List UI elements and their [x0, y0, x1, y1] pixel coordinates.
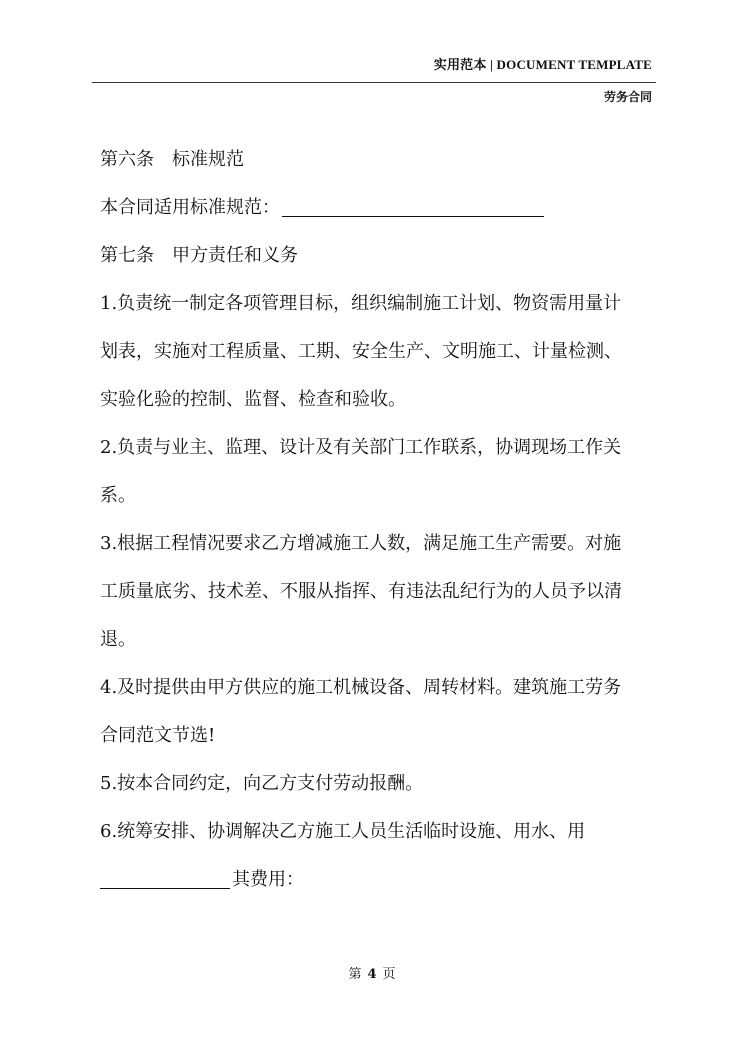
page-number-value: 4	[367, 967, 377, 982]
body-line: 3.根据工程情况要求乙方增减施工人数，满足施工生产需要。对施	[100, 533, 622, 554]
body-line: 1.负责统一制定各项管理目标，组织编制施工计划、物资需用量计	[100, 293, 622, 314]
article-heading: 第七条 甲方责任和义务	[100, 245, 298, 266]
body-line	[100, 856, 660, 904]
header-divider	[92, 82, 656, 83]
body-line-text: 本合同适用标准规范：	[100, 197, 280, 218]
fill-in-blank	[282, 215, 544, 217]
header-title: 实用范本 | DOCUMENT TEMPLATE	[433, 57, 652, 72]
header-subtitle: 劳务合同	[603, 90, 652, 104]
body-line	[100, 184, 660, 232]
body-line: 5.按本合同约定，向乙方支付劳动报酬。	[100, 773, 424, 794]
body-line: 工质量底劣、技术差、不服从指挥、有违法乱纪行为的人员予以清	[100, 581, 622, 602]
document-body	[100, 136, 660, 904]
page-suffix: 页	[382, 967, 396, 982]
body-line: 2.负责与业主、监理、设计及有关部门工作联系，协调现场工作关	[100, 437, 622, 458]
body-line: 划表，实施对工程质量、工期、安全生产、文明施工、计量检测、	[100, 341, 622, 362]
page-prefix: 第	[348, 967, 362, 982]
body-line-text: 其费用：	[232, 869, 304, 890]
body-line: 4.及时提供由甲方供应的施工机械设备、周转材料。建筑施工劳务	[100, 677, 622, 698]
page-number	[0, 963, 744, 982]
body-line: 合同范文节选!	[100, 725, 216, 746]
body-line: 退。	[100, 629, 136, 650]
body-line: 6.统筹安排、协调解决乙方施工人员生活临时设施、用水、用	[100, 821, 586, 842]
article-heading: 第六条 标准规范	[100, 149, 244, 170]
body-line: 实验化验的控制、监督、检查和验收。	[100, 389, 406, 410]
fill-in-blank	[100, 887, 230, 889]
body-line: 系。	[100, 485, 136, 506]
